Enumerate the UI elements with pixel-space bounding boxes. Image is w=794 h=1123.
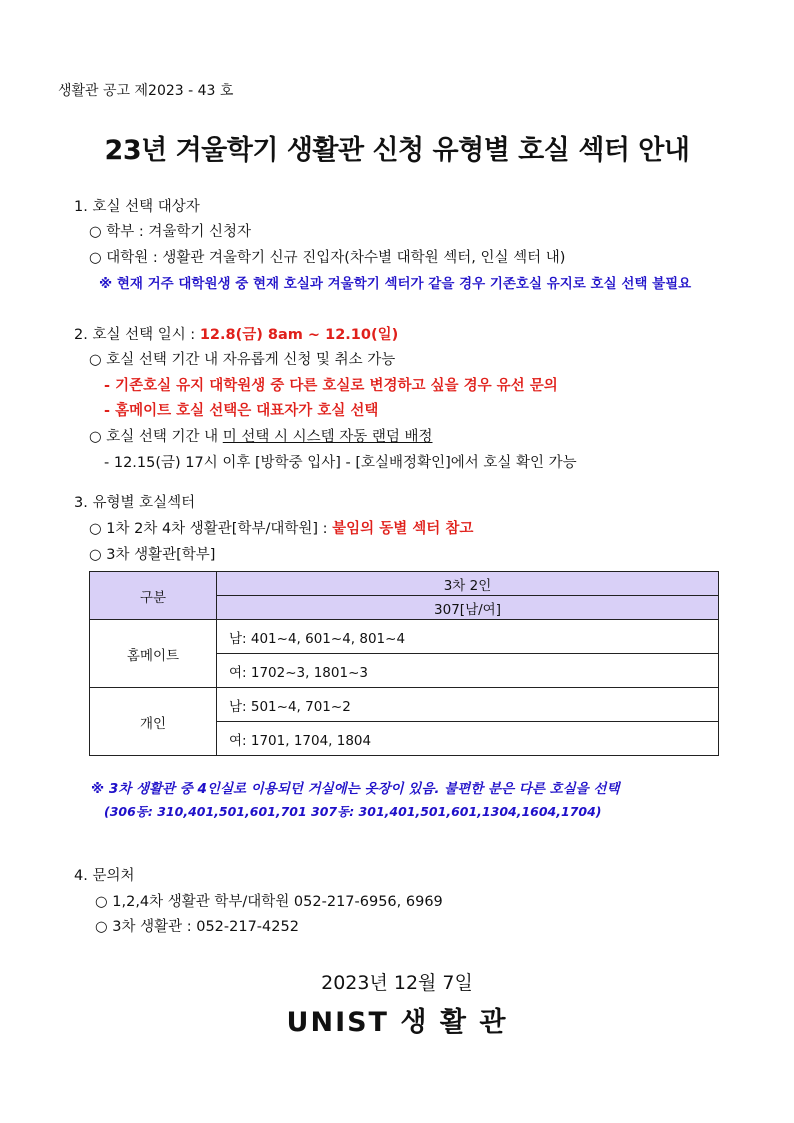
- table-header-category: 구분: [90, 572, 217, 620]
- section2-sub-phone-inquiry: - 기존호실 유지 대학원생 중 다른 호실로 변경하고 싶을 경우 유선 문의: [104, 378, 558, 394]
- section2-heading-label: 2. 호실 선택 일시 :: [74, 327, 200, 343]
- section1-item-grad: ○ 대학원 : 생활관 겨울학기 신규 진입자(차수별 대학원 섹터, 인실 섹터 내): [89, 250, 566, 266]
- page-title: 23년 겨울학기 생활관 신청 유형별 호실 섹터 안내: [104, 135, 690, 166]
- issue-date: 2023년 12월 7일: [321, 972, 473, 994]
- contact-dorm-3: ○ 3차 생활관 : 052-217-4252: [95, 919, 299, 935]
- individual-male-rooms: 남: 501~4, 701~2: [217, 688, 719, 722]
- section3-note-rooms: (306동: 310,401,501,601,701 307동: 301,401,501,601,1304,1604,1704): [104, 804, 602, 819]
- attachment-reference: 붙임의 동별 섹터 참고: [332, 521, 474, 537]
- section1-note: ※ 현재 거주 대학원생 중 현재 호실과 겨울학기 섹터가 같을 경우 기존호실 유지로 호실 선택 불필요: [99, 276, 692, 292]
- row-category-individual: 개인: [90, 688, 217, 756]
- room-sector-table: [89, 571, 719, 756]
- section2-sub-homemate: - 홈메이트 호실 선택은 대표자가 호실 선택: [104, 403, 379, 419]
- section3-heading: 3. 유형별 호실섹터: [74, 495, 196, 511]
- table-header-building: 307[남/여]: [217, 596, 719, 620]
- section1-heading: 1. 호실 선택 대상자: [74, 199, 200, 215]
- table-header-type: 3차 2인: [217, 572, 719, 596]
- random-assignment-text: 미 선택 시 시스템 자동 랜덤 배정: [222, 429, 433, 445]
- selection-period: 12.8(금) 8am ~ 12.10(일): [199, 327, 399, 343]
- section3-item-dorm-3: ○ 3차 생활관[학부]: [89, 547, 216, 563]
- contact-dorms-124: ○ 1,2,4차 생활관 학부/대학원 052-217-6956, 6969: [95, 894, 443, 910]
- section2-item-random-label: ○ 호실 선택 기간 내: [89, 429, 223, 445]
- section3-note-wardrobe: ※ 3차 생활관 중 4인실로 이용되던 거실에는 옷장이 있음. 불편한 분은 다른 호실을 선택: [91, 781, 620, 797]
- table-header-row: [90, 572, 719, 596]
- notice-number: 생활관 공고 제2023 - 43 호: [58, 83, 234, 99]
- section2-sub-check-date: - 12.15(금) 17시 이후 [방학중 입사] - [호실배정확인]에서 호실 확인 가능: [104, 455, 577, 471]
- issuing-organization: UNIST 생 활 관: [286, 1007, 508, 1038]
- section4-heading: 4. 문의처: [74, 868, 135, 884]
- section3-item-dorms-124: [89, 517, 473, 538]
- individual-female-rooms: 여: 1701, 1704, 1804: [217, 722, 719, 756]
- homemate-female-rooms: 여: 1702~3, 1801~3: [217, 654, 719, 688]
- table-row: [90, 688, 719, 722]
- section1-item-undergrad: ○ 학부 : 겨울학기 신청자: [89, 224, 252, 240]
- row-category-homemate: 홈메이트: [90, 620, 217, 688]
- section2-heading: [74, 323, 398, 344]
- section2-item-random: [89, 425, 433, 446]
- section2-item-free-change: ○ 호실 선택 기간 내 자유롭게 신청 및 취소 가능: [89, 352, 396, 368]
- section3-item-dorms-124-label: ○ 1차 2차 4차 생활관[학부/대학원] :: [89, 521, 333, 537]
- homemate-male-rooms: 남: 401~4, 601~4, 801~4: [217, 620, 719, 654]
- table-row: [90, 620, 719, 654]
